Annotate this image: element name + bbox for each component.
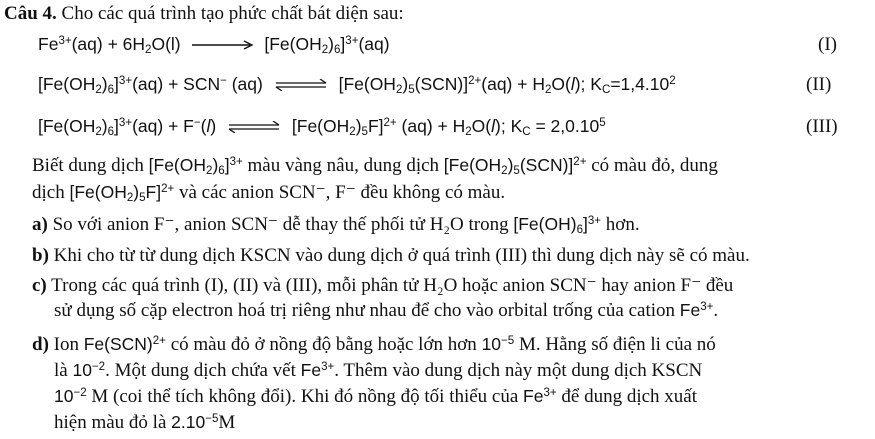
item-c-line-1 bbox=[32, 274, 733, 298]
item-c-text: . bbox=[713, 300, 719, 321]
intro-line-2 bbox=[32, 180, 505, 205]
item-b-text: Khi cho từ từ dung dịch KSCN vào dung dịch ở quá trình (III) thì dung dịch này sẽ có màu. bbox=[48, 245, 750, 266]
item-d-label: d) bbox=[32, 334, 49, 355]
item-d-text: M bbox=[218, 412, 236, 433]
item-a-label: a) bbox=[32, 214, 48, 235]
item-d-line-3 bbox=[54, 384, 697, 409]
item-d-text: M (coi thể tích không đổi). Khi đó nồng độ tối thiểu của bbox=[86, 386, 524, 407]
question-heading bbox=[4, 2, 404, 26]
item-d-text: là bbox=[54, 360, 73, 381]
intro-text: có màu đỏ, dung bbox=[586, 155, 718, 176]
equation-ii: $[Fe(OH_2)_6]^{3+}(aq) + SCN^-$ (aq) $[Fe(OH_2)_5(SCN)]^{2+}(aq) + H_2O(l)$; $K_C=1,4.10^2$ bbox=[38, 74, 676, 97]
complex-hexahydroxo: $[Fe(OH)_6]^{3+}$ bbox=[513, 214, 602, 237]
conc-threshold: $10^{-5}$ bbox=[481, 334, 515, 354]
equation-ii-label: (II) bbox=[806, 74, 832, 95]
item-c-text: Trong các quá trình (I), (II) và (III), mỗi phân tử H₂O hoặc anion SCN⁻ hay anion F⁻ đều bbox=[46, 275, 734, 296]
intro-text: dịch bbox=[32, 182, 70, 203]
item-d-text: có màu đỏ ở nồng độ bằng hoặc lớn hơn bbox=[165, 334, 482, 355]
item-d-text: để dung dịch xuất bbox=[556, 386, 698, 407]
intro-text: và các anion SCN⁻, F⁻ đều không có màu. bbox=[174, 182, 506, 203]
item-d-line-2 bbox=[54, 358, 702, 383]
equation-i: $Fe^{3+}(aq) + 6H_2O(l)$ $[Fe(OH_2)_6]^{3+}(aq)$ bbox=[38, 34, 390, 57]
item-a-text: hơn. bbox=[601, 214, 640, 235]
item-c-line-2 bbox=[54, 298, 718, 323]
item-d-text: . Thêm vào dung dịch này một dung dịch KSCN bbox=[334, 360, 703, 381]
question-title: Cho các quá trình tạo phức chất bát diện sau: bbox=[56, 3, 404, 24]
intro-text: màu vàng nâu, dung dịch bbox=[242, 155, 444, 176]
dissociation-constant: $10^{-2}$ bbox=[72, 360, 106, 380]
equation-iii: $[Fe(OH_2)_6]^{3+}(aq) + F^-(l)$ $[Fe(OH_2)_5F]^{2+}$ $(aq) + H_2O(l)$; $K_C = 2,0.10^5$ bbox=[38, 116, 606, 139]
item-d-line-4 bbox=[54, 410, 235, 435]
item-a-text: So với anion F⁻, anion SCN⁻ dễ thay thế phối tử H₂O trong bbox=[47, 214, 514, 235]
item-d-text: . Một dung dịch chứa vết bbox=[105, 360, 301, 381]
min-concentration: $2.10^{-5}$ bbox=[171, 412, 219, 432]
item-b bbox=[32, 244, 750, 268]
equilibrium-arrow-icon bbox=[227, 121, 281, 133]
complex-hexaaqua: $[Fe(OH_2)_6]^{3+}$ bbox=[148, 155, 243, 178]
cation-fe3: $Fe^{3+}$ bbox=[523, 386, 557, 406]
complex-fluorido: $[Fe(OH_2)_5F]^{2+}$ bbox=[69, 182, 175, 205]
cation-fe3: $Fe^{3+}$ bbox=[300, 360, 335, 380]
kscn-concentration: $10^{-2}$ bbox=[54, 386, 87, 406]
equation-iii-label: (III) bbox=[806, 116, 838, 137]
item-c-text: sử dụng số cặp electron hoá trị riêng như nhau để cho vào orbital trống của cation bbox=[54, 300, 680, 321]
intro-line-1 bbox=[32, 153, 718, 178]
item-c-label: c) bbox=[32, 275, 47, 296]
forward-arrow-icon bbox=[192, 40, 254, 50]
cation-fe3: $Fe^{3+}$ bbox=[679, 300, 714, 320]
equation-i-label: (I) bbox=[818, 34, 837, 55]
item-d-line-1 bbox=[32, 332, 716, 357]
item-d-text: hiện màu đỏ là bbox=[54, 412, 172, 433]
item-b-label: b) bbox=[32, 245, 49, 266]
equilibrium-arrow-icon bbox=[274, 79, 328, 91]
item-d-text: Ion bbox=[48, 334, 84, 355]
ion-fe-scn: Fe(SCN)$^{2+}$ bbox=[83, 334, 166, 354]
complex-thiocyanato: $[Fe(OH_2)_5(SCN)]^{2+}$ bbox=[443, 155, 587, 178]
question-label: Câu 4. bbox=[4, 3, 57, 24]
item-a bbox=[32, 212, 640, 237]
item-d-text: M. Hằng số điện li của nó bbox=[514, 334, 716, 355]
intro-text: Biết dung dịch bbox=[32, 155, 149, 176]
